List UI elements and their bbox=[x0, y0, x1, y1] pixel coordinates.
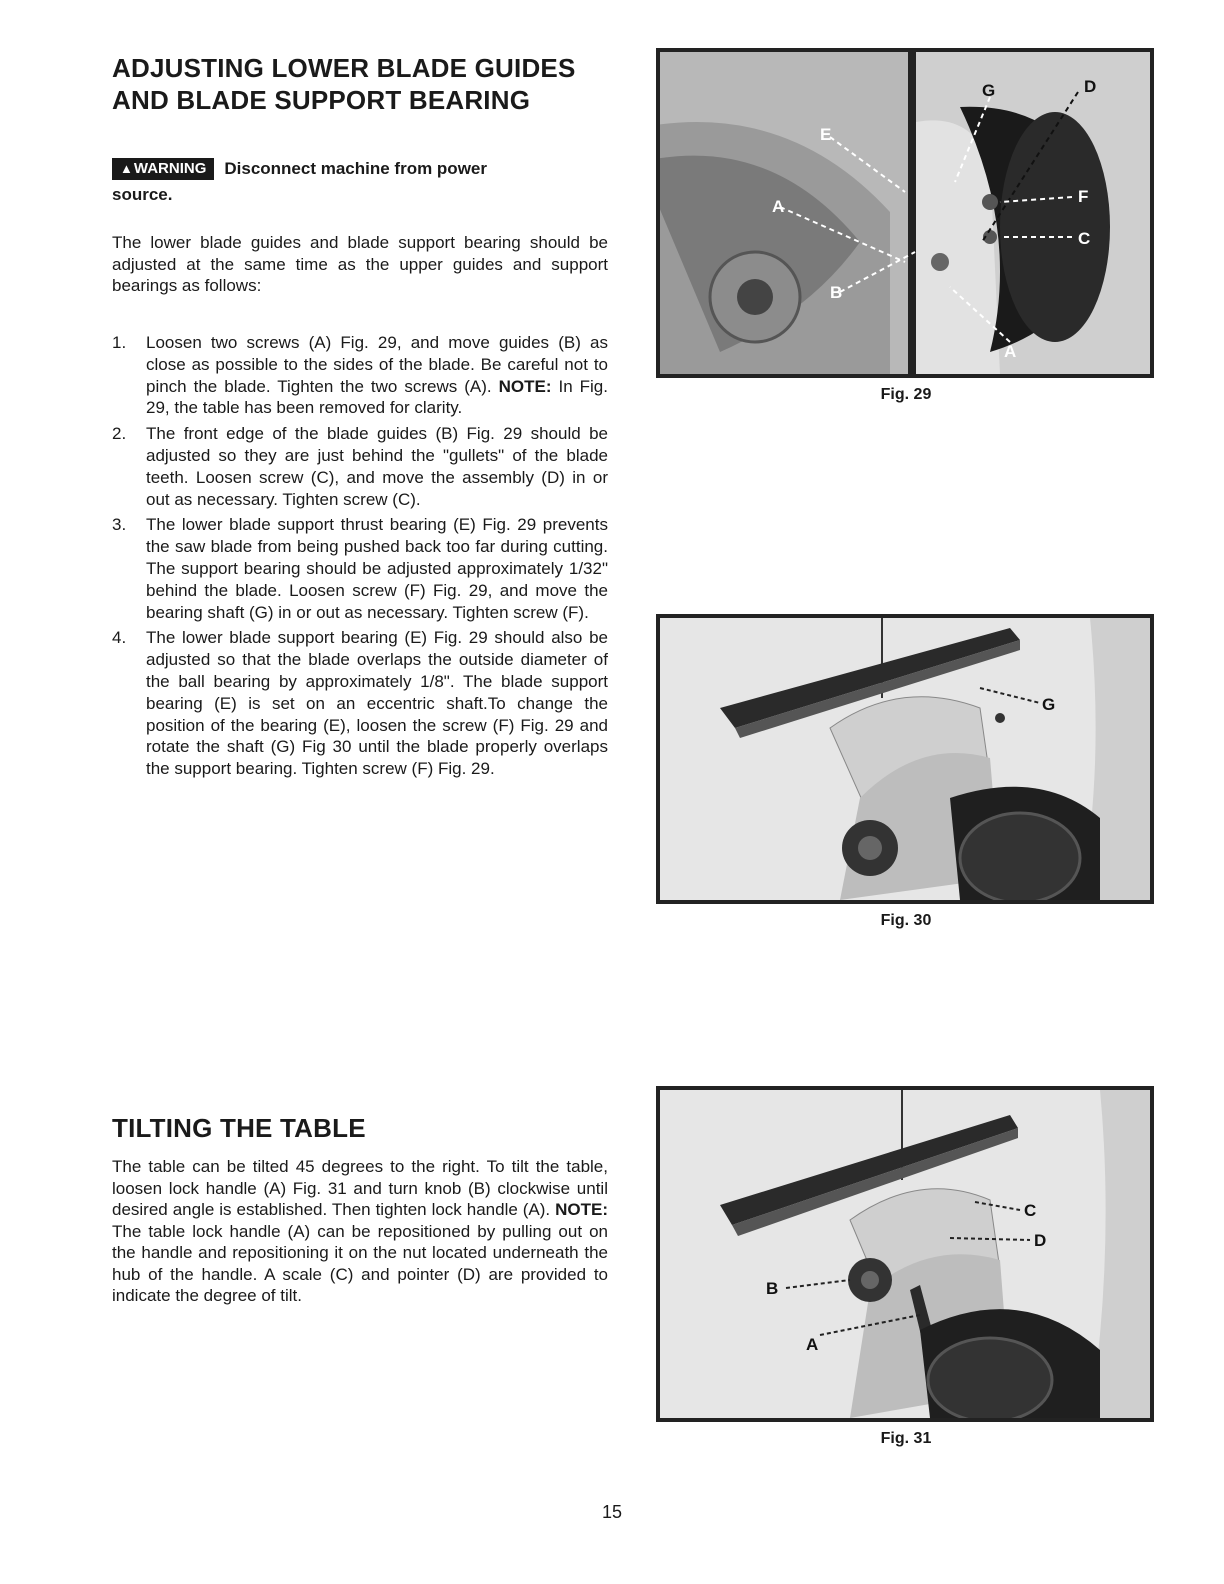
section-title-line2: AND BLADE SUPPORT BEARING bbox=[112, 85, 531, 115]
section-lower-blade-guides bbox=[112, 52, 608, 116]
section-title-line1: ADJUSTING LOWER BLADE GUIDES bbox=[112, 53, 576, 83]
figure-31 bbox=[656, 1086, 1154, 1422]
figure-29-illustration bbox=[660, 52, 1150, 374]
step-number: 4. bbox=[112, 628, 127, 648]
warning-triangle-icon: ▲ bbox=[120, 161, 133, 176]
step-number: 1. bbox=[112, 333, 127, 352]
tilting-note-label: NOTE: bbox=[555, 1200, 608, 1219]
warning-text-2: source. bbox=[112, 185, 173, 204]
steps-wrap bbox=[112, 332, 608, 784]
step-text-post: In Fig. 29, the table has been removed for clarity. bbox=[146, 376, 608, 418]
fig29-label-a2: A bbox=[1004, 342, 1017, 361]
fig29-label-a: A bbox=[772, 197, 785, 216]
fig31-label-b: B bbox=[766, 1279, 779, 1298]
fig30-caption: Fig. 30 bbox=[880, 912, 932, 929]
steps-list bbox=[112, 332, 608, 780]
fig29-label-f: F bbox=[1078, 187, 1089, 206]
warning-block bbox=[112, 156, 608, 208]
fig29-label-b: B bbox=[830, 283, 843, 302]
page-number: 15 bbox=[601, 1502, 623, 1522]
fig31-label-a: A bbox=[806, 1335, 819, 1354]
step-text: The lower blade support thrust bearing (E) Fig. 29 prevents the saw blade from being pushed back too far during cutting. The support bearing should be adjusted approximately 1/32" behind the blade. Loosen screw (F) Fig. 29, and move the bearing shaft (G) in or out as necessary. Tighten screw (F). bbox=[146, 515, 608, 622]
step-item bbox=[112, 423, 608, 510]
step-text: The lower blade support bearing (E) Fig. 29 should also be adjusted so that the blade overlaps the outside diameter of the ball bearing by approximately 1/8". The blade support bearing (E) is set on an eccentric shaft.To change the position of the bearing (E), loosen the screw (F) Fig. 29 and rotate the shaft (G) Fig 30 until the blade properly overlaps the support bearing. Tighten screw (F) Fig. 29. bbox=[146, 628, 608, 779]
warning-text: Disconnect machine from power bbox=[224, 159, 487, 178]
fig31-caption: Fig. 31 bbox=[880, 1430, 932, 1447]
warning-label: WARNING bbox=[133, 160, 207, 177]
fig29-label-d: D bbox=[1084, 77, 1097, 96]
fig29-caption: Fig. 29 bbox=[880, 386, 932, 403]
fig29-label-c: C bbox=[1078, 229, 1091, 248]
step-item bbox=[112, 514, 608, 623]
section-title-tilting: TILTING THE TABLE bbox=[112, 1113, 366, 1143]
figure-30-illustration bbox=[660, 618, 1150, 900]
section-tilting-table bbox=[112, 1112, 608, 1144]
fig30-label-g: G bbox=[1042, 695, 1056, 714]
step-text: The front edge of the blade guides (B) Fig. 29 should be adjusted so they are just behind the "gullets" of the blade teeth. Loosen screw (C), and move the assembly (D) in or out as necessary. Tighten screw (C). bbox=[146, 424, 608, 509]
section-title bbox=[112, 52, 608, 116]
figure-30 bbox=[656, 614, 1154, 904]
fig29-label-e: E bbox=[820, 125, 832, 144]
fig31-label-d: D bbox=[1034, 1231, 1047, 1250]
tilting-text-post: The table lock handle (A) can be repositioned by pulling out on the handle and repositioning it on the nut located underneath the hub of the handle. A scale (C) and pointer (D) are provided to indicate the degree of tilt. bbox=[112, 1221, 608, 1305]
fig29-label-g: G bbox=[982, 81, 996, 100]
figure-29 bbox=[656, 48, 1154, 378]
step-text: Loosen two screws (A) Fig. 29, and move guides (B) as close as possible to the sides of the blade. Be careful not to pinch the blade. Tighten the two screws (A). bbox=[146, 333, 608, 396]
step-note-label: NOTE: bbox=[498, 376, 552, 396]
intro-paragraph-wrap bbox=[112, 232, 608, 297]
tilting-text: The table can be tilted 45 degrees to the right. To tilt the table, loosen lock handle (A) Fig. 31 and turn knob (B) clockwise until desired angle is established. Then tighten lock handle (A). bbox=[112, 1157, 608, 1219]
step-number: 3. bbox=[112, 515, 127, 535]
tilting-paragraph bbox=[112, 1156, 608, 1307]
intro-paragraph: The lower blade guides and blade support bearing should be adjusted at the same time as the upper guides and support bearings as follows: bbox=[112, 233, 608, 295]
step-number: 2. bbox=[112, 424, 127, 444]
step-item bbox=[112, 332, 608, 419]
tilting-paragraph-wrap bbox=[112, 1156, 608, 1307]
fig31-label-c: C bbox=[1024, 1201, 1037, 1220]
step-item bbox=[112, 627, 608, 780]
warning-badge bbox=[112, 158, 214, 180]
figure-31-illustration bbox=[660, 1090, 1150, 1418]
